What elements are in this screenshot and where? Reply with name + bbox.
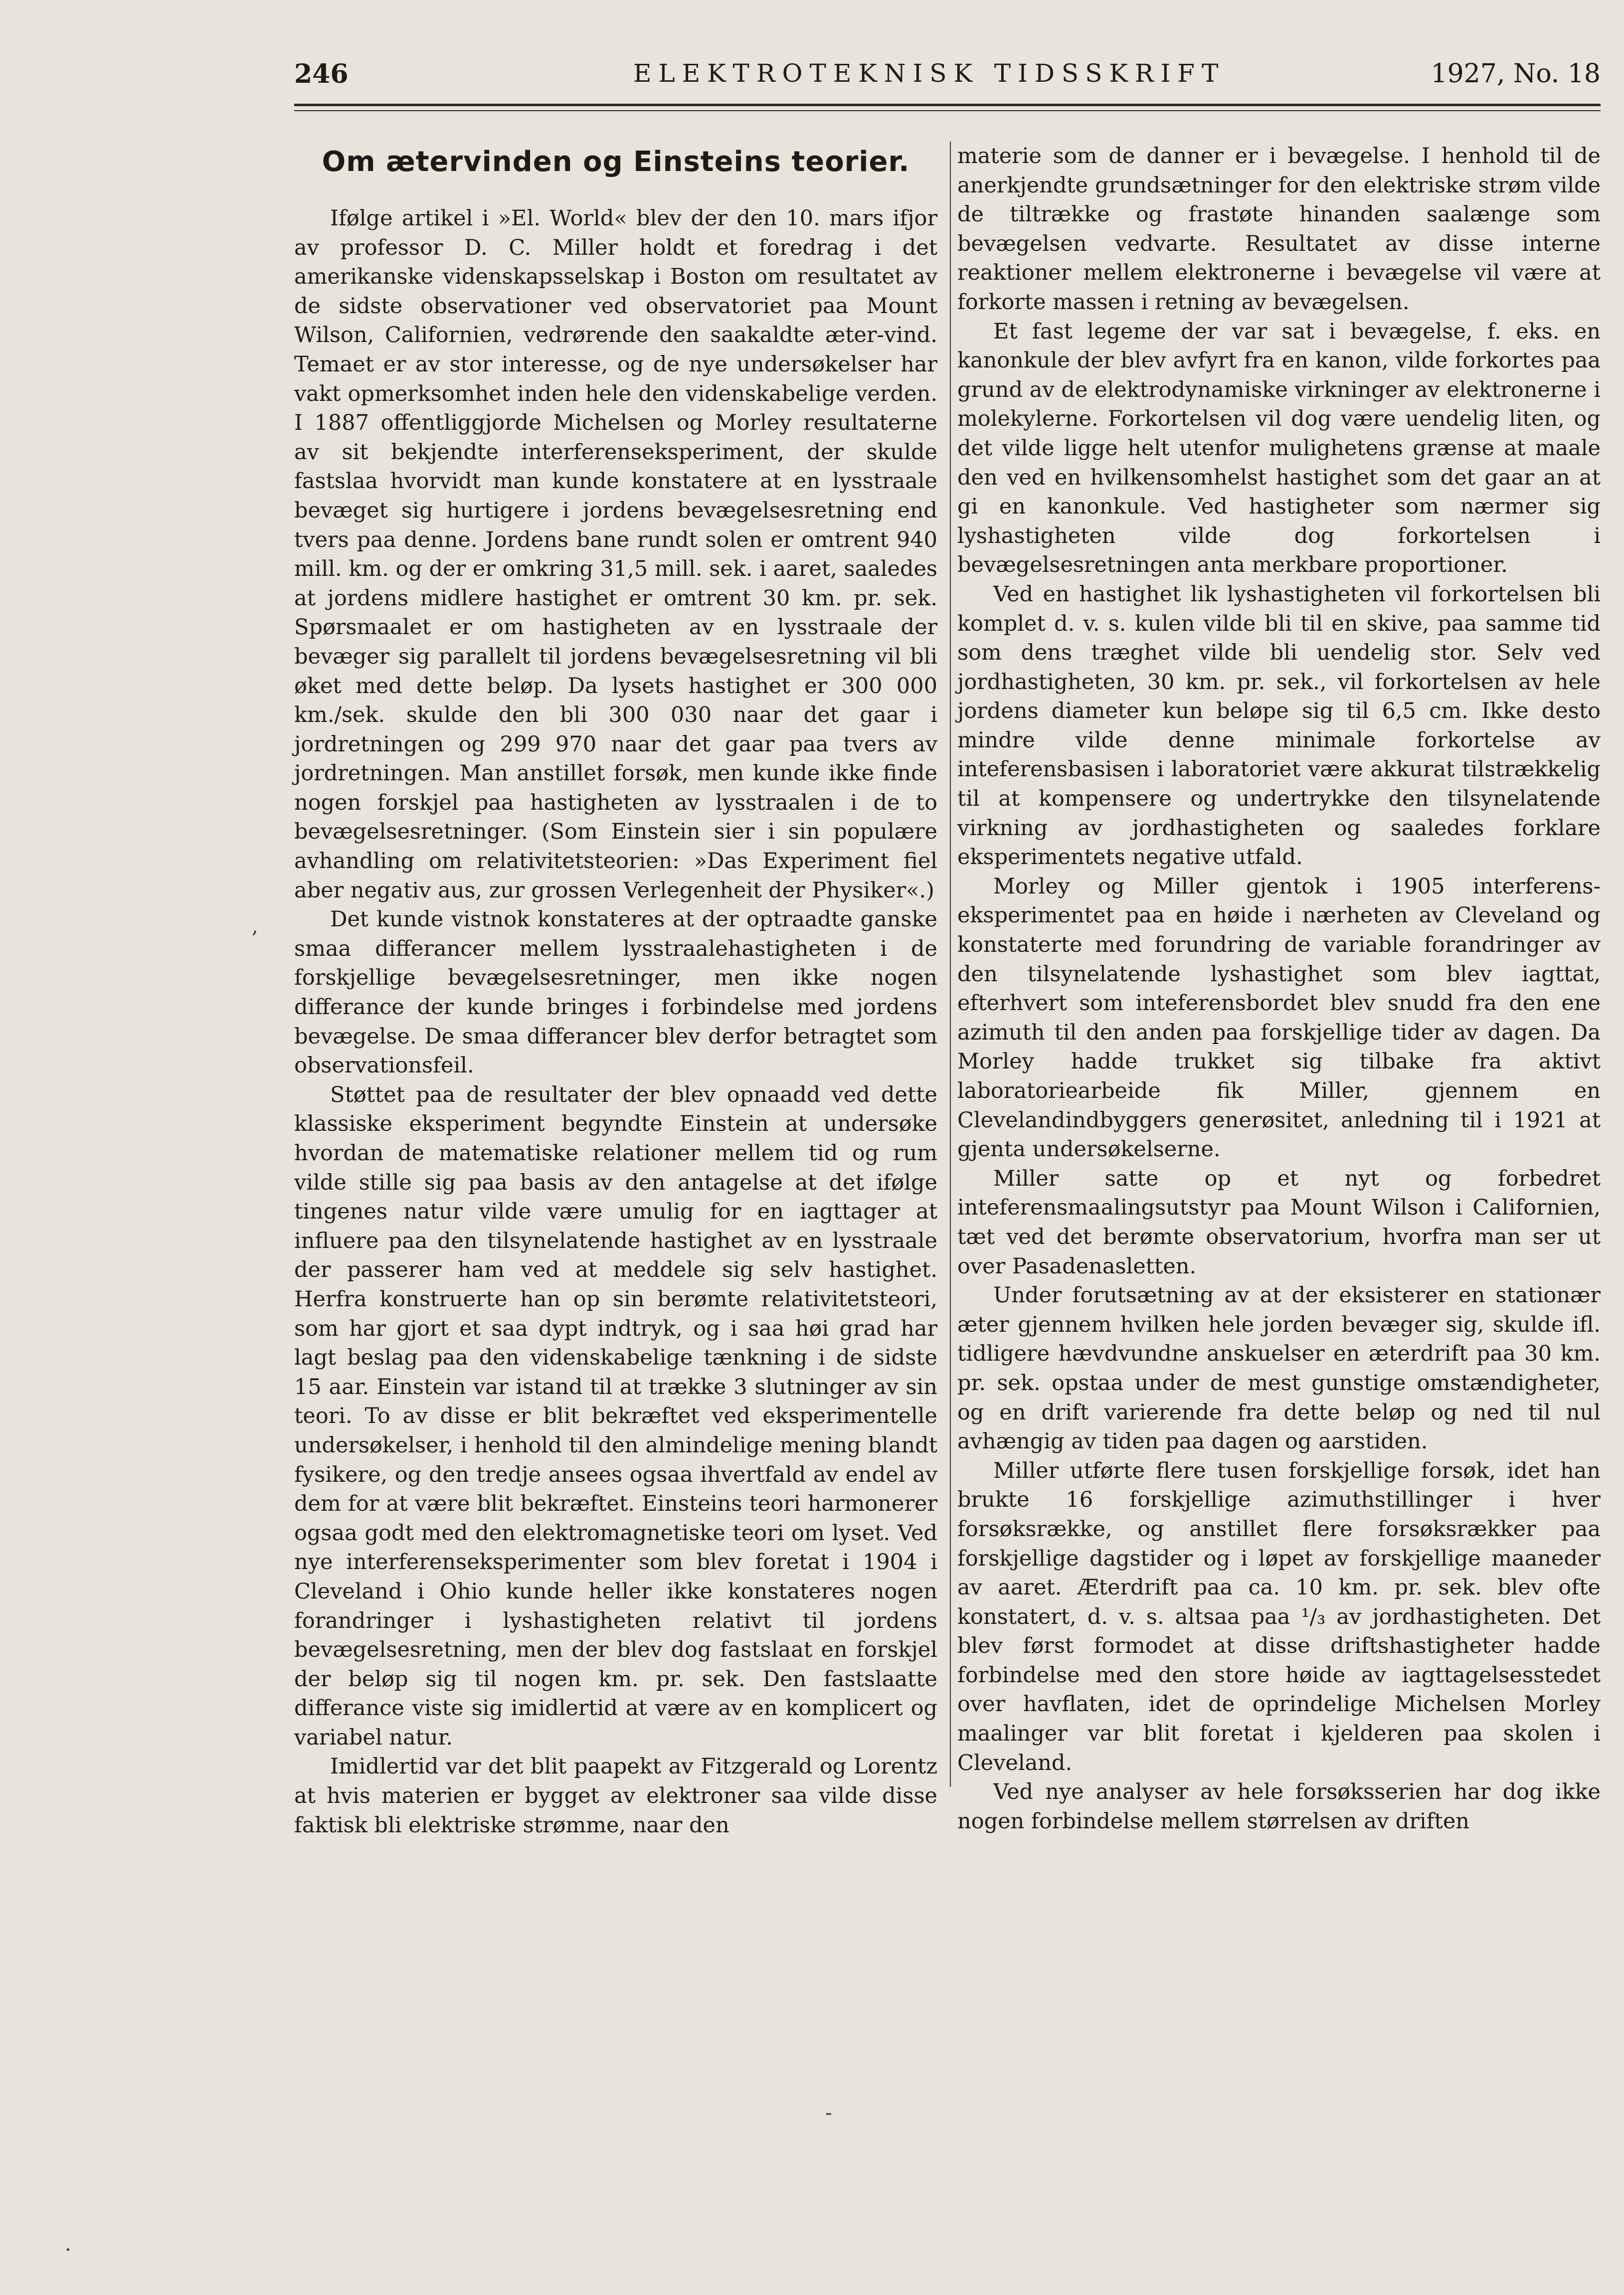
paragraph: Det kunde vistnok konstateres at der optraadte ganske smaa differancer mellem lysstraalehastigheten i de forskjellige bevægelsesretninger, men ikke nogen differance der kunde bringes i forbindelse med jordens bevægelse. De smaa differancer blev derfor betragtet som observationsfeil. xyxy=(294,907,937,1078)
paragraph: Miller utførte flere tusen forskjellige forsøk, idet han brukte 16 forskjellige azimuthstillinger i hver forsøksrække, og anstillet flere forsøksrækker paa forskjellige dagstider og i løpet av forskjellige maaneder av aaret. Æterdrift paa ca. 10 km. pr. sek. blev ofte konstatert, d. v. s. altsaa paa ¹/₃ av jordhastigheten. Det blev først formodet at disse driftshastigheter hadde forbindelse med den store høide av iagttagelsesstedet over havflaten, idet de oprindelige Michelsen Morley maalinger var blit foretat i kjelderen paa skolen i Cleveland. xyxy=(957,1458,1601,1775)
header-rule-thin xyxy=(294,110,1601,111)
column-divider xyxy=(950,142,951,1787)
paragraph: Imidlertid var det blit paapekt av Fitzgerald og Lorentz at hvis materien er bygget av elektroner saa vilde disse faktisk bli elektriske strømme, naar den xyxy=(294,1754,937,1838)
issue-label: 1927, No. 18 xyxy=(1431,59,1601,89)
paragraph: materie som de danner er i bevægelse. I henhold til de anerkjendte grundsætninger for den elektriske strøm vilde de tiltrække og frastøte hinanden saalænge som bevægelsen vedvarte. Resultatet av disse interne reaktioner mellem elektronerne i bevægelse vil være at forkorte massen i retning av bevægelsen. xyxy=(957,144,1601,315)
paragraph: Ifølge artikel i »El. World« blev der den 10. mars ifjor av professor D. C. Miller holdt et foredrag i det amerikanske videnskapsselskap i Boston om resultatet av de sidste observationer ved observatoriet paa Mount Wilson, Californien, vedrørende den saakaldte æter-vind. Temaet er av stor interesse, og de nye undersøkelser har vakt opmerksomhet inden hele den videnskabelige verden. I 1887 offentliggjorde Michelsen og Morley resultaterne av sit bekjendte interferenseksperiment, der skulde fastslaa hvorvidt man kunde konstatere at en lysstraale bevæget sig hurtigere i jordens bevægelsesretning end tvers paa denne. Jordens bane rundt solen er omtrent 940 mill. km. og der er omkring 31,5 mill. sek. i aaret, saaledes at jordens midlere hastighet er omtrent 30 km. pr. sek. Spørsmaalet er om hastigheten av en lysstraale der bevæger sig parallelt til jordens bevægelsesretning vil bli øket med dette beløp. Da lysets hastighet er 300 000 km./sek. skulde den bli 300 030 naar det gaar i jordretningen og 299 970 naar det gaar paa tvers av jordretningen. Man anstillet forsøk, men kunde ikke finde nogen forskjel paa hastigheten av lysstraalen i de to bevægelsesretninger. (Som Einstein sier i sin populære avhandling om relativitetsteorien: »Das Experiment fiel aber negativ aus, zur grossen Verlegenheit der Physiker«.) xyxy=(294,206,937,903)
margin-mark: - xyxy=(825,2102,832,2124)
page-number: 246 xyxy=(294,59,349,89)
paragraph: Miller satte op et nyt og forbedret inteferensmaalingsutstyr paa Mount Wilson i Californien, tæt ved det berømte observatorium, hvorfra man ser ut over Pasadenasletten. xyxy=(957,1166,1601,1279)
paragraph: Ved nye analyser av hele forsøksserien har dog ikke nogen forbindelse mellem størrelsen av driften xyxy=(957,1779,1601,1834)
header-rule xyxy=(294,104,1601,106)
paragraph: Et fast legeme der var sat i bevægelse, f. eks. en kanonkule der blev avfyrt fra en kanon, vilde forkortes paa grund av de elektrodynamiske virkninger av elektronerne i molekylerne. Forkortelsen vil dog være uendelig liten, og det vilde ligge helt utenfor mulighetens grænse at maale den ved en hvilkensomhelst hastighet som det gaar an at gi en kanonkule. Ved hastigheter som nærmer sig lyshastigheten vilde dog forkortelsen i bevægelsesretningen anta merkbare proportioner. xyxy=(957,319,1601,578)
paragraph: Ved en hastighet lik lyshastigheten vil forkortelsen bli komplet d. v. s. kulen vilde bli til en skive, paa samme tid som dens træghet vilde bli uendelig stor. Selv ved jordhastigheten, 30 km. pr. sek., vil forkortelsen av hele jordens diameter kun beløpe sig til 6,5 cm. Ikke desto mindre vilde denne minimale forkortelse av inteferensbasisen i laboratoriet være akkurat tilstrækkelig til at kompensere og undertrykke den tilsynelatende virkning av jordhastigheten og saaledes forklare eksperimentets negative utfald. xyxy=(957,581,1601,870)
article-title: Om ætervinden og Einsteins teorier. xyxy=(322,146,910,178)
right-column xyxy=(957,142,1601,1836)
journal-title: ELEKTROTEKNISK TIDSSKRIFT xyxy=(633,59,1226,88)
left-column xyxy=(294,142,937,1840)
paragraph: Morley og Miller gjentok i 1905 interferens-eksperimentet paa en høide i nærheten av Cleveland og konstaterte med forundring de variable forandringer av den tilsynelatende lyshastighet som blev iagttat, efterhvert som inteferensbordet blev snudd fra den ene azimuth til den anden paa forskjellige tider av dagen. Da Morley hadde trukket sig tilbake fra aktivt laboratoriearbeide fik Miller, gjennem en Clevelandindbyggers generøsitet, anledning til i 1921 at gjenta undersøkelserne. xyxy=(957,874,1601,1162)
running-header xyxy=(294,59,1601,99)
paragraph: Under forutsætning av at der eksisterer en stationær æter gjennem hvilken hele jorden bevæger sig, skulde ifl. tidligere hævdvundne anskuelser en æterdrift paa 30 km. pr. sek. opstaa under de mest gunstige omstændigheter, og en drift varierende fra dette beløp og ned til nul avhængig av tiden paa dagen og aarstiden. xyxy=(957,1283,1601,1454)
paragraph: Støttet paa de resultater der blev opnaadd ved dette klassiske eksperiment begyndte Einstein at undersøke hvordan de matematiske relationer mellem tid og rum vilde stille sig paa basis av den antagelse at det ifølge tingenes natur vilde være umulig for en iagttager at influere paa den tilsynelatende hastighet av en lysstraale der passerer ham ved at meddele sig selv hastighet. Herfra konstruerte han op sin berømte relativitetsteori, som har gjort et saa dypt indtryk, og i saa høi grad har lagt beslag paa den videnskabelige tænkning i de sidste 15 aar. Einstein var istand til at trække 3 slutninger av sin teori. To av disse er blit bekræftet ved eksperimentelle undersøkelser, i henhold til den almindelige mening blandt fysikere, og den tredje ansees ogsaa ihvertfald av endel av dem for at være blit bekræftet. Einsteins teori harmonerer ogsaa godt med den elektromagnetiske teori om lyset. Ved nye interferenseksperimenter som blev foretat i 1904 i Cleveland i Ohio kunde heller ikke konstateres nogen forandringer i lyshastigheten relativt til jordens bevægelsesretning, men der blev dog fastslaat en forskjel der beløp sig til nogen km. pr. sek. Den fastslaatte differance viste sig imidlertid at være av en komplicert og variabel natur. xyxy=(294,1082,937,1750)
margin-mark: , xyxy=(252,915,258,938)
margin-mark: · xyxy=(65,2239,71,2262)
